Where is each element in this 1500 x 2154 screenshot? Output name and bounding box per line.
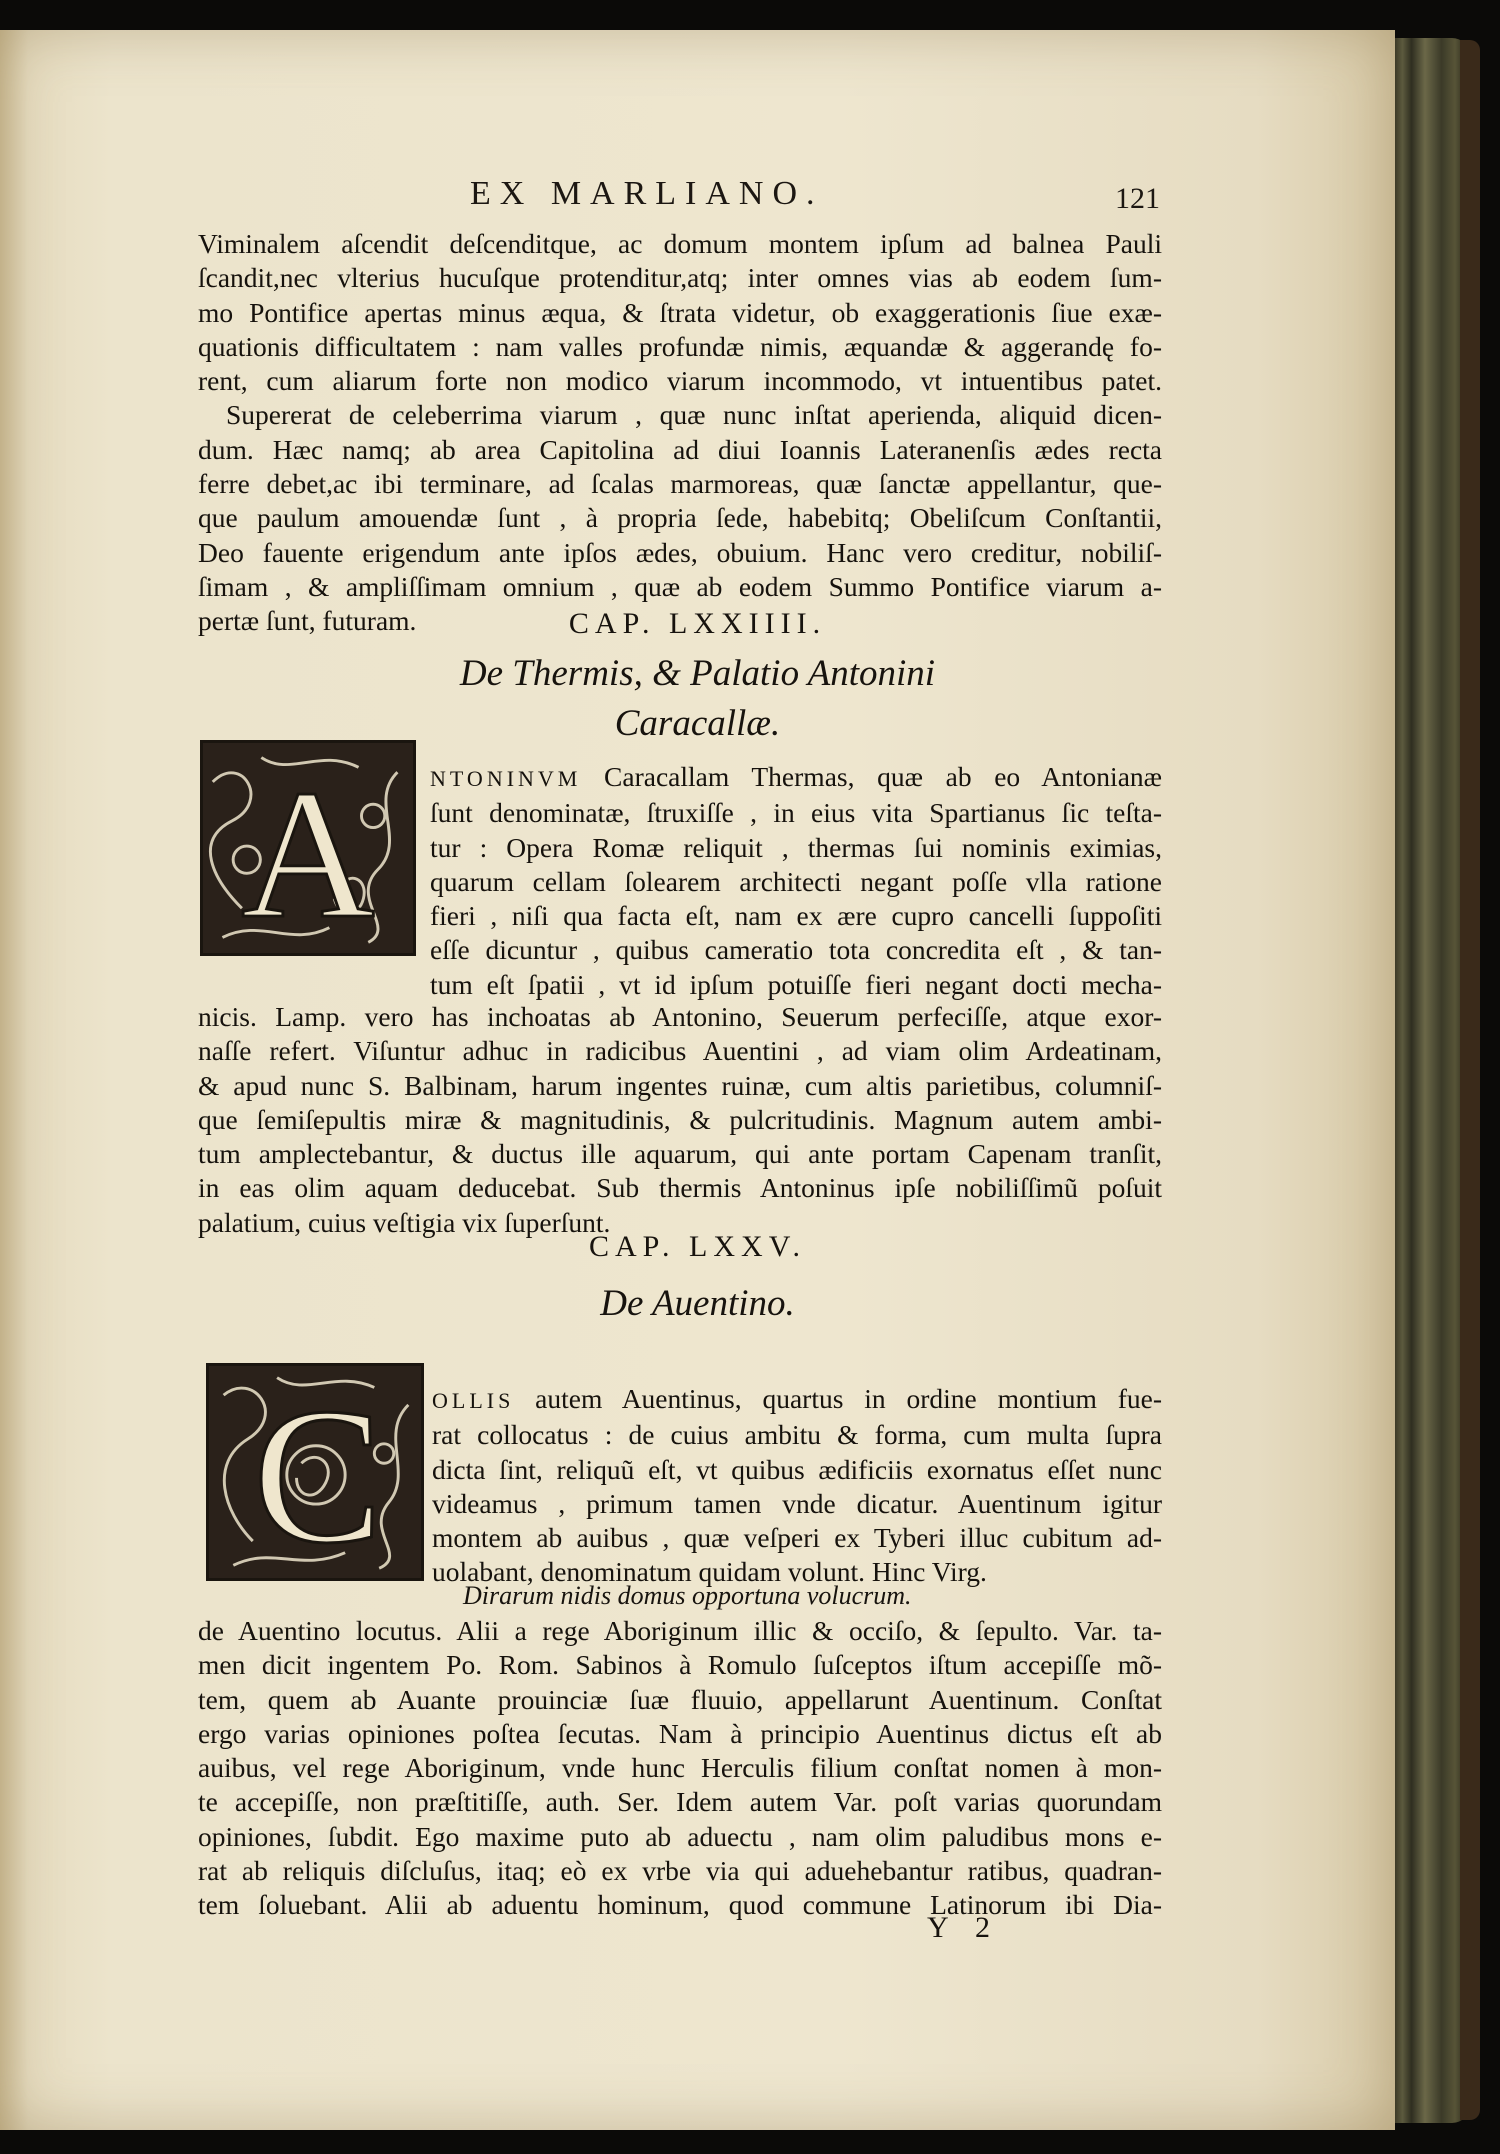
text-line: mo Pontifice apertas minus æqua, & ſtrata videtur, ob exaggerationis ſiue exæ- bbox=[198, 296, 1162, 328]
text-line: uolabant, denominatum quidam volunt. Hinc Virg. bbox=[432, 1556, 987, 1588]
text-line: tem, quem ab Auante prouinciæ ſuæ fluuio, appellarunt Auentinum. Conſtat bbox=[198, 1683, 1162, 1715]
chapter-75-lead bbox=[432, 1382, 1162, 1590]
text-line: ſcandit,nec vlterius hucuſque protenditur,atq; inter omnes vias ab eodem ſum- bbox=[198, 262, 1162, 294]
text-line: ferre debet,ac ibi terminare, ad ſcalas marmoreas, quæ ſanctæ appellantur, que- bbox=[198, 468, 1162, 500]
text-line: & apud nunc S. Balbinam, harum ingentes ruinæ, cum altis parietibus, columniſ- bbox=[198, 1069, 1162, 1101]
verse-quotation: Dirarum nidis domus opportuna volucrum. bbox=[463, 1581, 912, 1610]
text-fragment: autem Auentinus, quartus in ordine montium fue- bbox=[535, 1383, 1163, 1414]
chapter-75-body bbox=[198, 1614, 1162, 1923]
text-line: Viminalem aſcendit deſcenditque, ac domum montem ipſum ad balnea Pauli bbox=[198, 228, 1162, 259]
text-line: montem ab auibus , quæ veſperi ex Tyberi illuc cubitum ad- bbox=[432, 1522, 1162, 1554]
text-line: Deo fauente erigendum ante ipſos ædes, obuium. Hanc vero creditur, nobiliſ- bbox=[198, 536, 1162, 568]
text-line: palatium, cuius veſtigia vix ſuperſunt. bbox=[198, 1206, 611, 1238]
text-line: Supererat de celeberrima viarum , quæ nunc inſtat aperienda, aliquid dicen- bbox=[226, 399, 1162, 431]
chapter-number: CAP. LXXV. bbox=[589, 1230, 806, 1263]
text-line: rat ab reliquis diſcluſus, itaq; eò ex vrbe via qui aduehebantur ratibus, quadran- bbox=[198, 1855, 1162, 1887]
text-line: tum amplectebantur, & ductus ille aquarum, qui ante portam Capenam tranſit, bbox=[198, 1138, 1162, 1170]
page-block-edge bbox=[1395, 38, 1470, 2123]
running-title: EX MARLIANO. bbox=[470, 175, 824, 212]
signature-mark: Y 2 bbox=[927, 1911, 1001, 1944]
text-line: quationis difficultatem : nam valles profundæ nimis, æquandæ & aggerandę fo- bbox=[198, 330, 1162, 362]
text-line: nicis. Lamp. vero has inchoatas ab Antonino, Seuerum perfeciſſe, atque exor- bbox=[198, 1001, 1162, 1032]
book-cover-edge bbox=[1460, 40, 1480, 2120]
page-number: 121 bbox=[1115, 182, 1160, 215]
text-line: opiniones, ſubdit. Ego maxime puto ab aduectu , nam olim paludibus mons e- bbox=[198, 1820, 1162, 1852]
text-line: tum eſt ſpatii , vt id ipſum potuiſſe fieri negant docti mecha- bbox=[430, 968, 1162, 1000]
text-fragment: Caracallam Thermas, quæ ab eo Antonianæ bbox=[604, 761, 1162, 792]
text-line: tem ſoluebant. Alii ab aduentu hominum, quod commune Latinorum ibi Dia- bbox=[198, 1889, 1162, 1921]
background-band bbox=[0, 2130, 1500, 2154]
text-line: rat collocatus : de cuius ambitu & forma, cum multa ſupra bbox=[432, 1419, 1162, 1451]
initial-letter: A bbox=[241, 751, 375, 953]
text-line: auibus, vel rege Aboriginum, vnde hunc Herculis filium conſtat nomen à mon- bbox=[198, 1752, 1162, 1784]
text-line: men dicit ingentem Po. Rom. Sabinos à Romulo ſuſceptos iſtum accepiſſe mõ- bbox=[198, 1649, 1162, 1681]
text-line: de Auentino locutus. Alii a rege Aboriginum illic & occiſo, & ſepulto. Var. ta- bbox=[198, 1615, 1162, 1646]
text-line: ergo varias opiniones poſtea ſecutas. Nam à principio Auentinus dictus eſt ab bbox=[198, 1717, 1162, 1749]
text-line: in eas olim aquam deducebat. Sub thermis Antoninus ipſe nobiliſſimũ poſuit bbox=[198, 1172, 1162, 1204]
chapter-title: De Auentino. bbox=[600, 1283, 795, 1324]
text-line: quarum cellam ſolearem architecti negant poſſe vlla ratione bbox=[430, 865, 1162, 897]
chapter-title: De Thermis, & Palatio Antonini bbox=[459, 653, 936, 694]
text-line: dicta ſint, reliquũ eſt, vt quibus ædificiis exornatus eſſet nunc bbox=[432, 1453, 1162, 1485]
text-line: ſimam , & ampliſſimam omnium , quæ ab eodem Summo Pontifice viarum a- bbox=[198, 570, 1162, 602]
decorated-initial-c bbox=[206, 1363, 424, 1581]
text-line: rent, cum aliarum forte non modico viarum incommodo, vt intuentibus patet. bbox=[198, 365, 1162, 397]
ornament-icon bbox=[203, 743, 413, 953]
lead-word: NTONINVM bbox=[430, 766, 582, 791]
chapter-74-lead bbox=[430, 760, 1162, 1002]
text-line: ſunt denominatæ, ſtruxiſſe , in eius vita Spartianus ſic teſta- bbox=[430, 797, 1162, 829]
text-line: eſſe dicuntur , quibus cameratio tota concredita eſt , & tan- bbox=[430, 934, 1162, 966]
text-line: pertæ ſunt, futuram. bbox=[198, 605, 417, 637]
chapter-74-body bbox=[198, 1000, 1162, 1240]
text-line: te accepiſſe, non præſtitiſſe, auth. Ser. Idem autem Var. poſt varias quorundam bbox=[198, 1786, 1162, 1818]
text-line: tur : Opera Romæ reliquit , thermas ſui nominis eximias, bbox=[430, 831, 1162, 863]
lead-word: OLLIS bbox=[432, 1388, 515, 1413]
text-line: dum. Hæc namq; ab area Capitolina ad diui Ioannis Lateranenſis ædes recta bbox=[198, 433, 1162, 465]
text-line bbox=[430, 760, 1162, 796]
text-line: videamus , primum tamen vnde dicatur. Auentinum igitur bbox=[432, 1487, 1162, 1519]
ornament-icon bbox=[209, 1366, 421, 1578]
text-line: que paulum amouendæ ſunt , à propria ſede, habebitq; Obeliſcum Conſtantii, bbox=[198, 502, 1162, 534]
book-page bbox=[0, 30, 1395, 2130]
text-line: que ſemiſepultis miræ & magnitudinis, & pulcritudinis. Magnum autem ambi- bbox=[198, 1103, 1162, 1135]
body-paragraph-top bbox=[198, 227, 1162, 639]
chapter-number: CAP. LXXIIII. bbox=[568, 607, 827, 640]
decorated-initial-a bbox=[200, 740, 416, 956]
text-line: naſſe refert. Viſuntur adhuc in radicibus Auentini , ad viam olim Ardeatinam, bbox=[198, 1035, 1162, 1067]
chapter-title-continued: Caracallæ. bbox=[614, 703, 781, 744]
initial-letter: C bbox=[253, 1369, 383, 1578]
text-line bbox=[432, 1382, 1162, 1418]
text-line: fieri , niſi qua facta eſt, nam ex ære cupro cancelli ſuppoſiti bbox=[430, 900, 1162, 932]
